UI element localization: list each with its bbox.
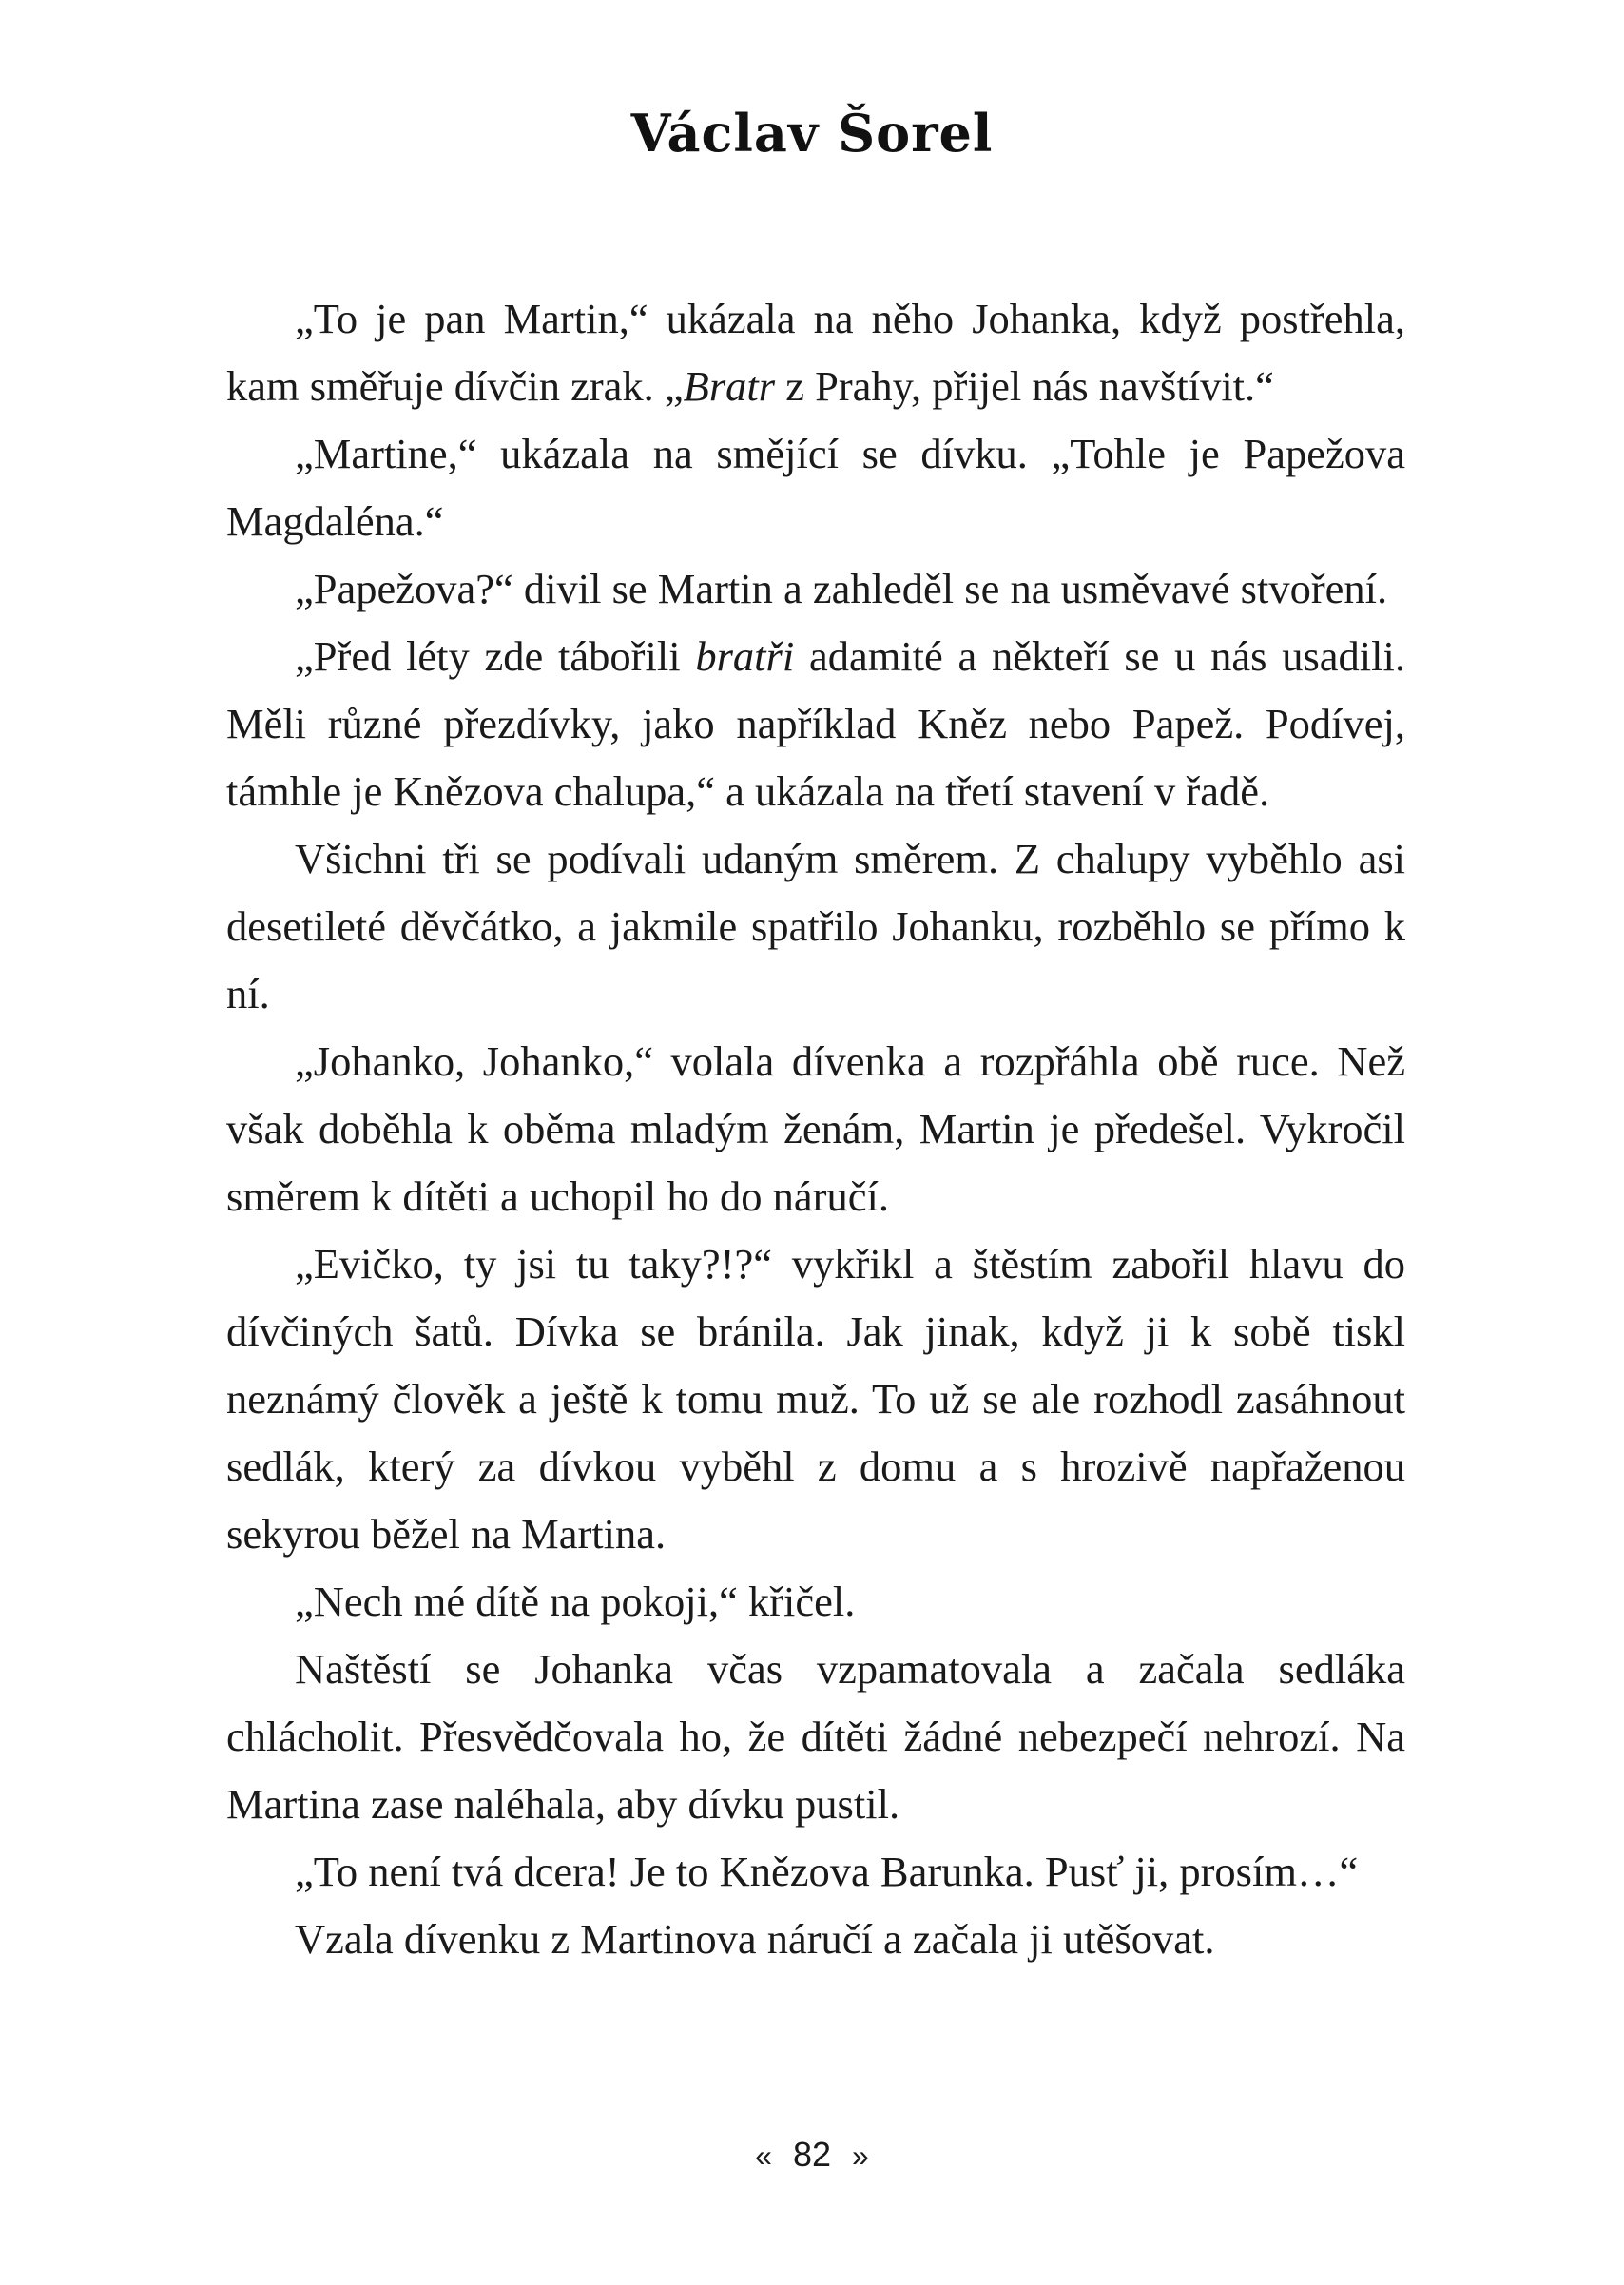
paragraph (226, 623, 1405, 825)
text-segment: „Papežova?“ divil se Martin a zahleděl se na usměvavé stvoření. (295, 565, 1388, 612)
paragraph (226, 1906, 1405, 1973)
italic-text: bratři (695, 632, 795, 680)
text-segment: „Evičko, ty jsi tu taky?!?“ vykřikl a štěstím zabořil hlavu do dívčiných šatů. Dívka se bránila. Jak jinak, když ji k sobě tiskl neznámý člověk a ještě k tomu muž. To už se ale rozhodl zasáhnout sedlák, který za dívkou vyběhl z domu a s hrozivě napřaženou sekyrou běžel na Martina. (226, 1240, 1405, 1558)
text-segment: „To není tvá dcera! Je to Knězova Barunka. Pusť ji, prosím…“ (295, 1848, 1359, 1895)
paragraph (226, 1230, 1405, 1568)
text-segment: Naštěstí se Johanka včas vzpamatovala a začala sedláka chlácholit. Přesvědčovala ho, že dítěti žádné nebezpečí nehrozí. Na Martina zase naléhala, aby dívku pustil. (226, 1645, 1405, 1828)
folio-number: 82 (792, 2135, 832, 2174)
text-segment: Všichni tři se podívali udaným směrem. Z chalupy vyběhlo asi desetileté děvčátko, a jakmile spatřilo Johanku, rozběhlo se přímo k ní. (226, 835, 1405, 1017)
text-segment: z Prahy, přijel nás navštívit.“ (775, 362, 1274, 410)
paragraph (226, 285, 1405, 420)
page-number (0, 2135, 1624, 2175)
text-segment: „Před léty zde tábořili (295, 632, 696, 680)
text-segment: „To je pan Martin,“ ukázala na něho Johanka, když postřehla, kam směřuje dívčin zrak. „ (226, 295, 1405, 410)
text-segment: „Johanko, Johanko,“ volala dívenka a rozpřáhla obě ruce. Než však doběhla k oběma mladým ženám, Martin je předešel. Vykročil směrem k dítěti a uchopil ho do náručí. (226, 1037, 1405, 1220)
text-segment: „Martine,“ ukázala na smějící se dívku. „Tohle je Papežova Magdaléna.“ (226, 430, 1405, 545)
paragraph (226, 1636, 1405, 1838)
text-segment: adamité a někteří se u nás usadili. Měli různé přezdívky, jako například Kněz nebo Papež. Podívej, támhle je Knězova chalupa,“ a ukázala na třetí stavení v řadě. (226, 632, 1405, 815)
body-text (226, 285, 1405, 1973)
text-segment: „Nech mé dítě na pokoji,“ křičel. (295, 1578, 856, 1625)
paragraph (226, 420, 1405, 555)
paragraph (226, 1838, 1405, 1906)
running-head: Václav Šorel (630, 103, 994, 164)
paragraph (226, 825, 1405, 1028)
paragraph (226, 1568, 1405, 1636)
folio-right-mark: » (852, 2139, 869, 2173)
paragraph (226, 1028, 1405, 1230)
paragraph (226, 555, 1405, 623)
italic-text: Bratr (683, 362, 776, 410)
text-segment: Vzala dívenku z Martinova náručí a začala ji utěšovat. (295, 1915, 1215, 1963)
folio-left-mark: « (755, 2139, 772, 2173)
